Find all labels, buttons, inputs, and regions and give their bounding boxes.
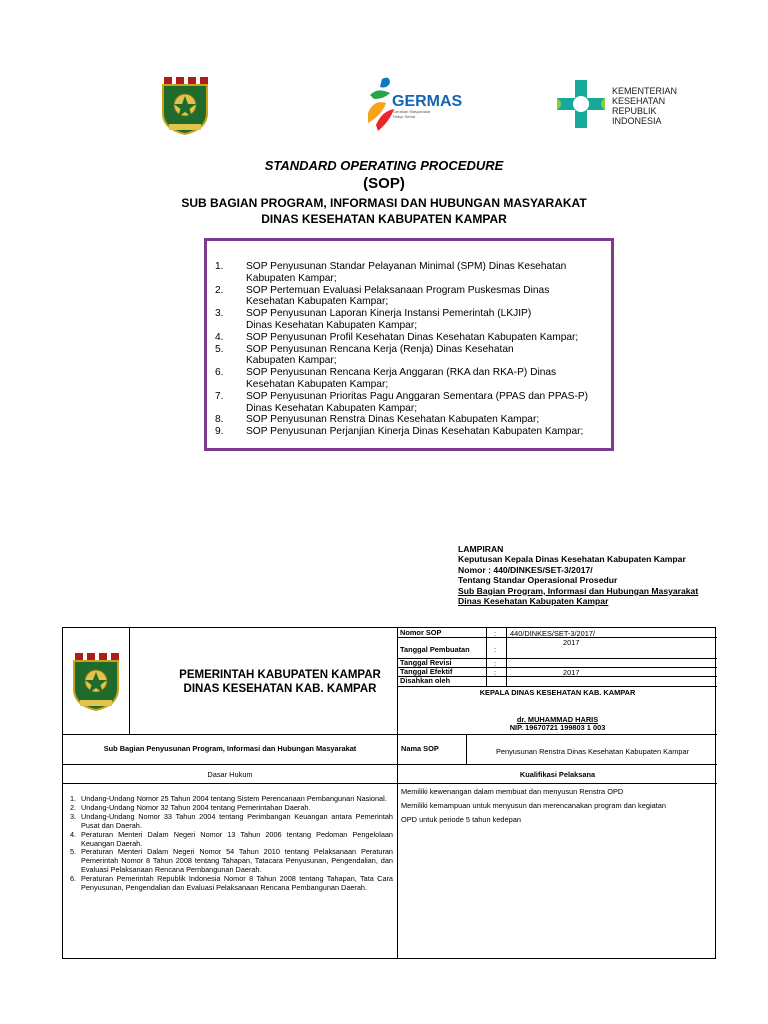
sop-list-item: 4. SOP Penyusunan Profil Kesehatan Dinas Kesehatan Kabupaten Kampar; [215, 331, 579, 343]
tanggal-revisi-label: Tanggal Revisi [400, 658, 452, 667]
sop-list-item: 5. SOP Penyusunan Rencana Kerja (Renja) Dinas Kesehatan Kabupaten Kampar; [215, 343, 514, 367]
approver-name: dr. MUHAMMAD HARIS [516, 715, 599, 724]
tanggal-pembuatan-value: 2017 [563, 638, 580, 647]
sop-list-item: 8. SOP Penyusunan Renstra Dinas Kesehatan Kabupaten Kampar; [215, 414, 540, 426]
dasar-hukum-item: 1. Undang-Undang Nomor 25 Tahun 2004 tentang Sistem Perencanaan Pembangunan Nasional. [70, 794, 387, 803]
tanggal-efektif-value: 2017 [563, 668, 580, 677]
doc-title-abbr: (SOP) [363, 175, 405, 192]
colon: : [494, 629, 497, 638]
disahkan-oleh-label: Disahkan oleh [400, 676, 451, 685]
svg-text:Gerakan Masyarakat: Gerakan Masyarakat [393, 109, 431, 114]
svg-text:Hidup Sehat: Hidup Sehat [393, 114, 416, 119]
kualifikasi-header: Kualifikasi Pelaksana [519, 770, 596, 779]
germas-wordmark: GERMAS [392, 93, 463, 110]
kampar-regency-logo [160, 77, 210, 135]
sop-list-item: 9. SOP Penyusunan Perjanjian Kinerja Dinas Kesehatan Kabupaten Kampar; [215, 426, 584, 438]
kampar-regency-logo-small [71, 652, 121, 712]
dasar-hukum-item: 6. Peraturan Pemerintah Republik Indonesia Nomor 8 Tahun 2008 tentang Tahapan, Tata Cara Penyusunan, Pengendalian dan Evaluasi Pelaksanaan Rencana Pembangunan Daerah. [70, 874, 393, 893]
sop-list-item: 6. SOP Penyusunan Rencana Kerja Anggaran (RKA dan RKA-P) Dinas Kesehatan Kabupaten Kampar; [215, 367, 557, 390]
doc-subtitle-unit: SUB BAGIAN PROGRAM, INFORMASI DAN HUBUNGAN MASYARAKAT [181, 196, 587, 210]
doc-title: STANDARD OPERATING PROCEDURE [264, 158, 504, 173]
tanggal-pembuatan-label: Tanggal Pembuatan [400, 645, 470, 654]
kualifikasi-list: Memiliki kewenangan dalam membuat dan menyusun Renstra OPD Memiliki kemampuan untuk menyusun dan merencanakan program dan kegiatan OPD untuk periode 5 tahun kedepan [401, 787, 666, 824]
dasar-hukum-list [66, 795, 393, 893]
dasar-hukum-item: 4. Peraturan Menteri Dalam Negeri Nomor 13 Tahun 2006 tentang Pedoman Pengelolaan Keuangan Daerah. [70, 829, 393, 848]
sop-list-item: 3. SOP Penyusunan Laporan Kinerja Instansi Pemerintah (LKJIP) Dinas Kesehatan Kabupaten Kampar; [215, 308, 532, 331]
unit-name: Sub Bagian Penyusunan Program, Informasi dan Hubungan Masyarakat [103, 744, 357, 753]
sop-list-item: 7. SOP Penyusunan Prioritas Pagu Anggaran Sementara (PPAS dan PPAS-P) Dinas Kesehatan Kabupaten Kampar; [215, 390, 589, 414]
dasar-hukum-item: 5. Peraturan Menteri Dalam Negeri Nomor 54 Tahun 2010 tentang Pelaksanaan Peraturan Pemerintah Nomor 8 Tahun 2008 tentang Tahapan, Tatacara Penyusunan, Pengendalian, dan Evaluasi Pelaksanaan Rencana Pembangunan Daerah. [70, 847, 393, 875]
tanggal-efektif-label: Tanggal Efektif [400, 667, 453, 676]
dasar-hukum-item: 2. Undang-Undang Nomor 32 Tahun 2004 tentang Pemerintahan Daerah. [70, 802, 311, 812]
sop-list [215, 261, 610, 438]
doc-subtitle-office: DINAS KESEHATAN KABUPATEN KAMPAR [261, 212, 507, 226]
sop-identity-table: PEMERINTAH KABUPATEN KAMPAR DINAS KESEHATAN KAB. KAMPAR Nomor SOP : 440/DINKES/SET-3/2017/ 2017 Tanggal Pembuatan : Tanggal Revisi : Tanggal Efektif : 2017 Disahkan oleh KEPALA DINAS KESEHATAN KAB. KAMPAR dr. MUHAMMAD HARIS NIP. 19670721 199803 1 003 Sub Bagian Penyusunan Program, Informasi dan Hubungan Masyarakat Nama SOP Penyusunan Renstra Dinas Kesehatan Kabupaten Kampar Dasar Hukum Kualifikasi Pelaksana 1. Undang-Undang Nomor 25 Tahun 2004 tentang Sistem Perencanaan Pembangunan Nasional. 2. Undang-Undang Nomor 32 Tahun 2004 tentang Pemerintahan Daerah. 3. Undang-Undang Nomor 33 Tahun 2004 tentang Perimbangan Keuangan antara Pemerintah Pusat dan Daerah. 4. Peraturan Menteri Dalam Negeri Nomor 13 Tahun 2006 tentang Pedoman Pengelolaan Keuangan Daerah. 5. Peraturan Menteri Dalam Negeri Nomor 54 Tahun 2010 tentang Pelaksanaan Peraturan Pemerintah Nomor 8 Tahun 2008 tentang Tahapan, Tatacara Penyusunan, Pengendalian, dan Evaluasi Pelaksanaan Rencana Pembangunan Daerah. 6. Peraturan Pemerintah Republik Indonesia Nomor 8 Tahun 2008 tentang Tahapan, Tata Cara Penyusunan, Pengendalian dan Evaluasi Pelaksanaan Rencana Pembangunan Daerah. Memiliki kewenangan dalam membuat dan menyusun Renstra OPD Memiliki kemampuan untuk menyusun dan merencanakan program dan kegiatan OPD untuk periode 5 tahun kedepan [62, 627, 716, 959]
dasar-hukum-item: 3. Undang-Undang Nomor 33 Tahun 2004 tentang Perimbangan Keuangan antara Pemerintah Pusat dan Daerah. [70, 811, 393, 830]
sop-list-box [204, 238, 614, 451]
lampiran-block: LAMPIRAN Keputusan Kepala Dinas Kesehatan Kabupaten Kampar Nomor : 440/DINKES/SET-3/2017/ Tentang Standar Operasional Prosedur Sub Bagian Program, Informasi dan Hubungan Masyarakat Dinas Kesehatan Kabupaten Kampar [458, 544, 699, 607]
germas-logo [360, 73, 463, 133]
approver-nip: NIP. 19670721 199803 1 003 [509, 723, 606, 732]
nomor-sop-label: Nomor SOP [400, 628, 442, 637]
kemenkes-name: KEMENTERIAN KESEHATAN REPUBLIK INDONESIA [612, 86, 678, 126]
government-name: PEMERINTAH KABUPATEN KAMPAR DINAS KESEHATAN KAB. KAMPAR [179, 669, 381, 695]
dasar-hukum-header: Dasar Hukum [207, 770, 253, 779]
sop-list-item: 2. SOP Pertemuan Evaluasi Pelaksanaan Program Puskesmas Dinas Kesehatan Kabupaten Kampar; [215, 284, 550, 308]
nomor-sop-value: 440/DINKES/SET-3/2017/ [510, 629, 596, 638]
sop-list-item: 1. SOP Penyusunan Standar Pelayanan Minimal (SPM) Dinas Kesehatan Kabupaten Kampar; [215, 261, 567, 284]
nama-sop-label: Nama SOP [401, 744, 439, 753]
approver-title: KEPALA DINAS KESEHATAN KAB. KAMPAR [479, 688, 636, 697]
nama-sop-value: Penyusunan Renstra Dinas Kesehatan Kabupaten Kampar [495, 747, 690, 756]
